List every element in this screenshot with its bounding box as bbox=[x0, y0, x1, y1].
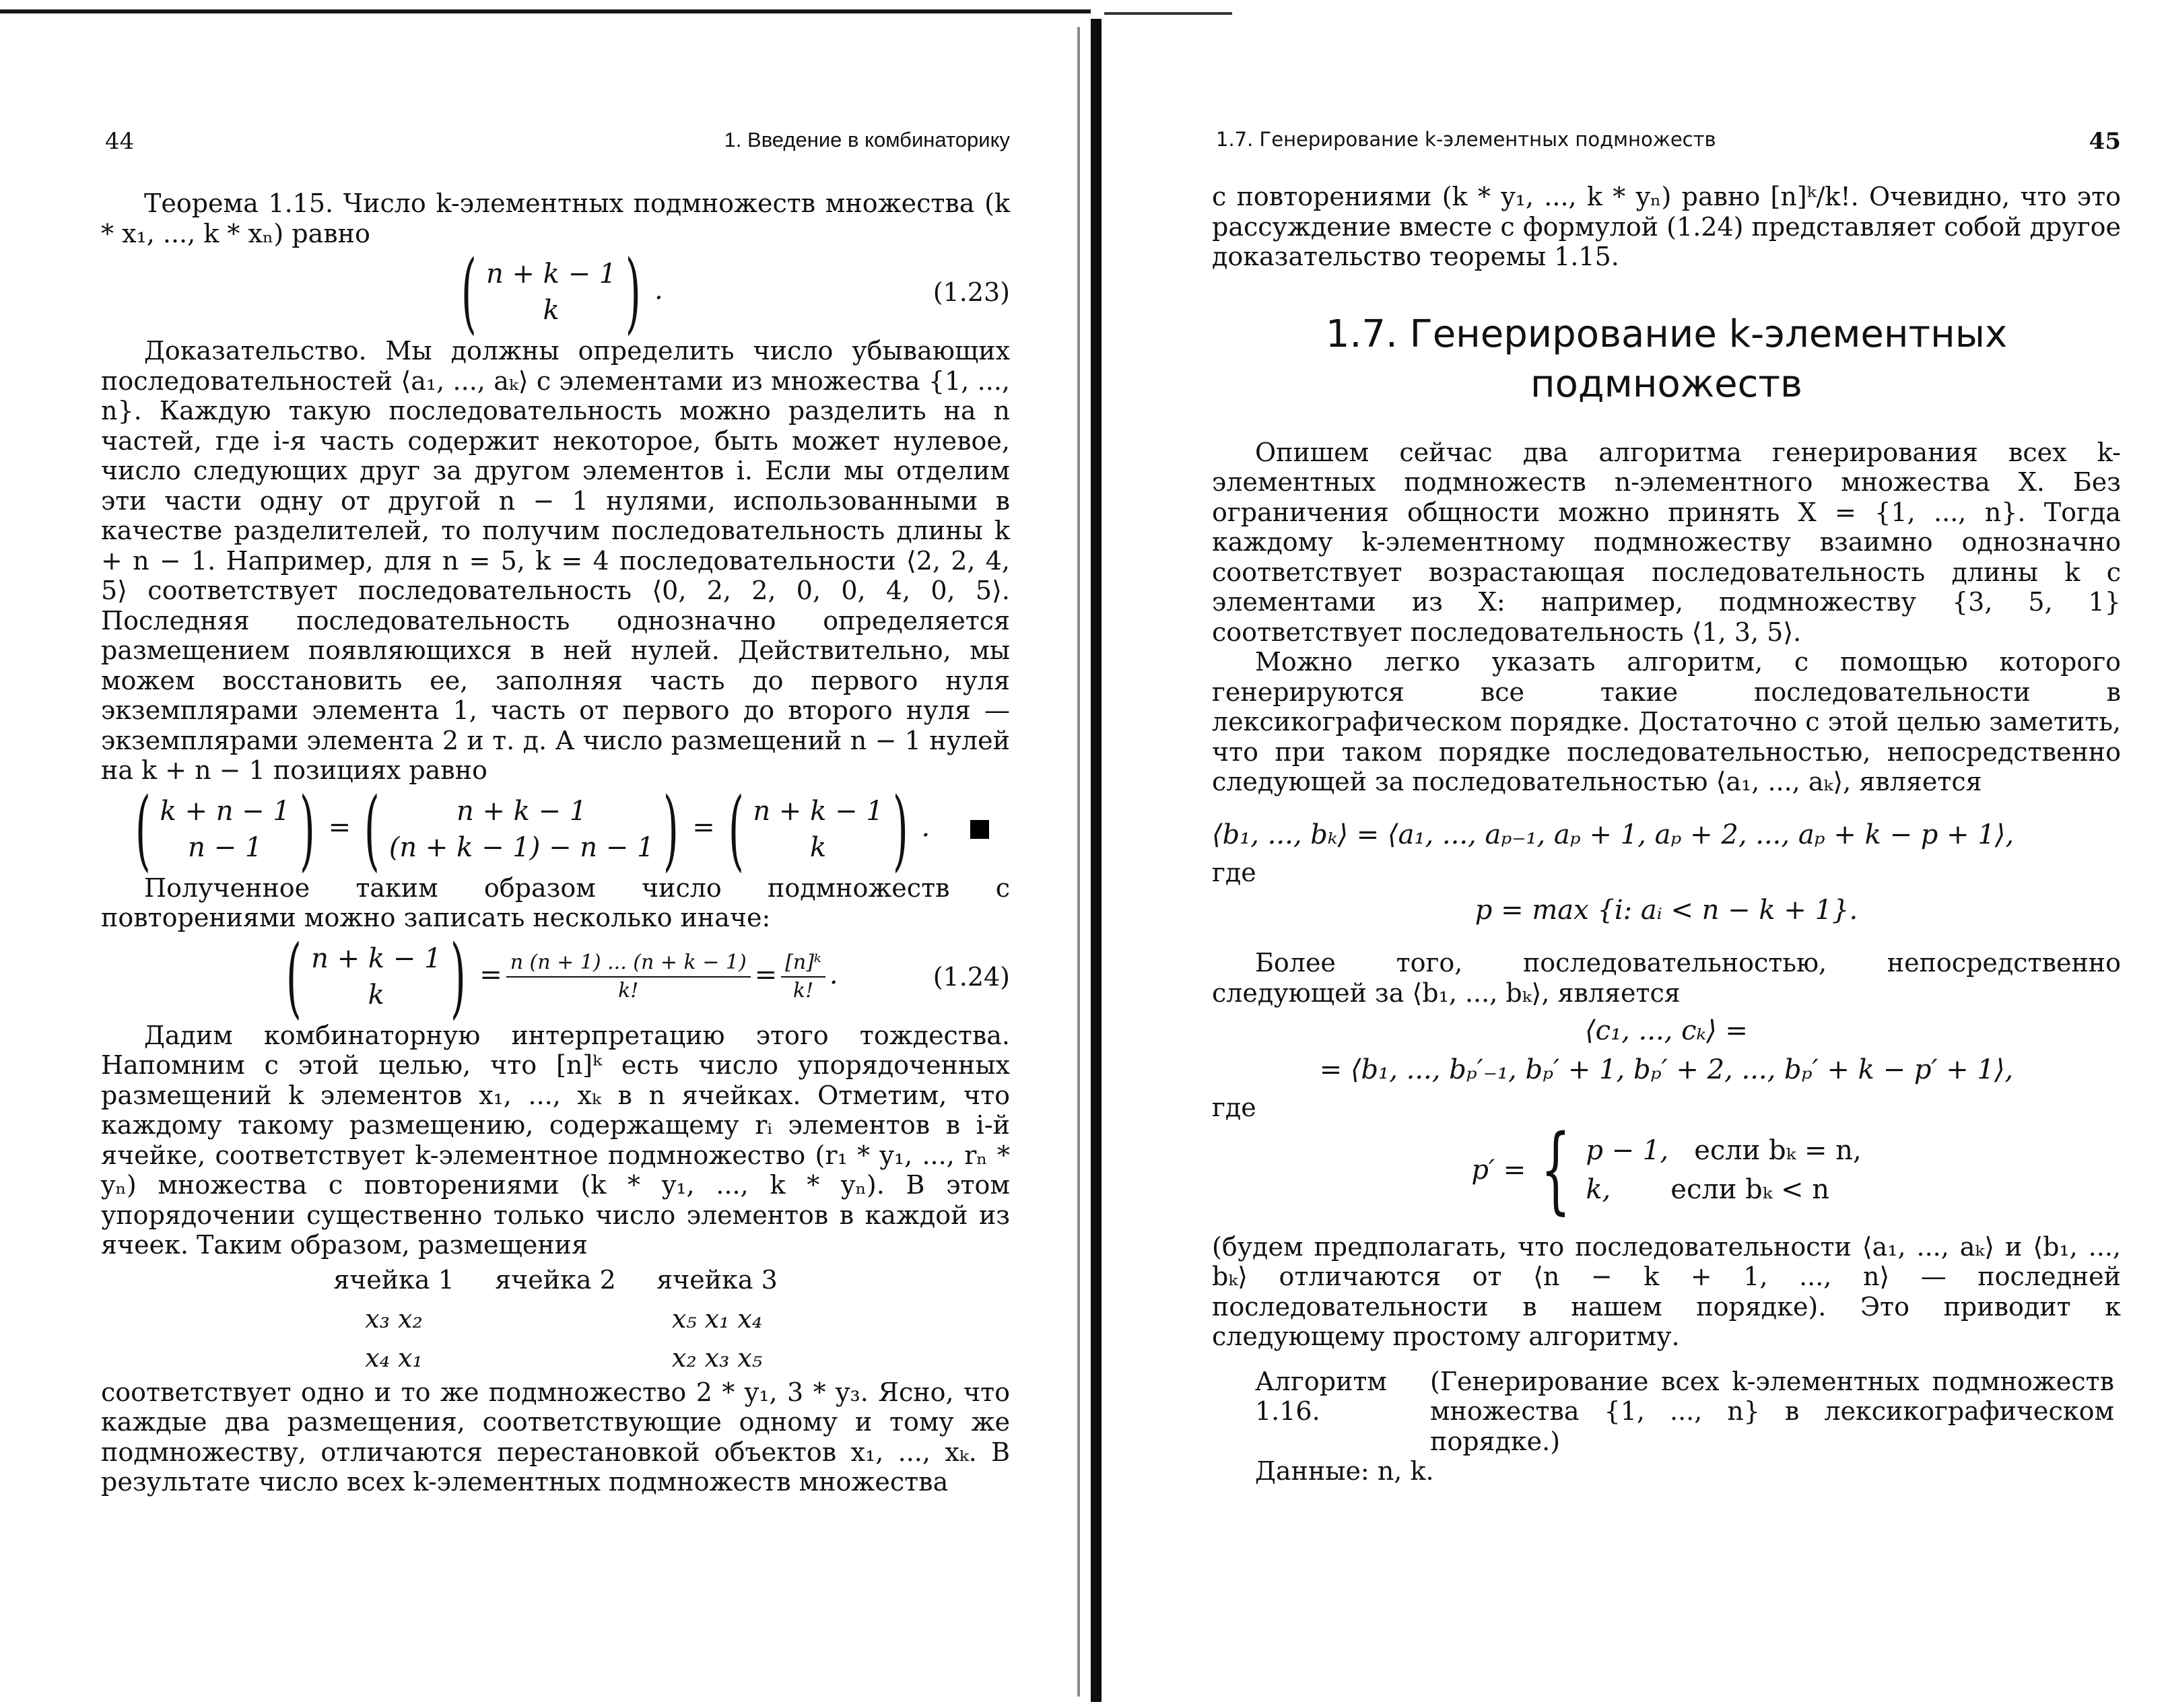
binom-bottom: n − 1 bbox=[188, 831, 263, 863]
paragraph: Дадим комбинаторную интерпретацию этого тождества. Напомним с этой целью, что [n]ᵏ есть число упорядоченных размещений k элементов x₁, ..., xₖ в n ячейках. Отметим, что каждому такому размещению, содержащему rᵢ элементов в i-й ячейке, соответствует k-элементное подмножество (r₁ * y₁, ..., rₙ * yₙ) множества с повторениями (k * y₁, ..., k * yₙ). В этом упорядочении существенно только число элементов в каждой из ячеек. Таким образом, размещения bbox=[101, 1020, 1010, 1260]
paragraph: с повторениями (k * y₁, ..., k * yₙ) равно [n]ᵏ/k!. Очевидно, что это рассуждение вместе с формулой (1.24) представляет собой другое доказательство теоремы 1.15. bbox=[1212, 182, 2121, 271]
proof-equation: ( k + n − 1 n − 1 ) = ( n + k − 1 (n + k − 1) − n − 1 ) = ( n + k − 1 k ) . bbox=[101, 792, 1010, 866]
section-title-line: 1.7. Генерирование k-элементных bbox=[1325, 312, 2008, 356]
left-page bbox=[101, 0, 1010, 1708]
cell-value: x₄ x₁ bbox=[365, 1342, 423, 1373]
numerator: n (n + 1) ... (n + k − 1) bbox=[506, 949, 751, 978]
section-title-line: подмножеств bbox=[1530, 362, 1803, 406]
proof-paragraph: Доказательство. Мы должны определить число убывающих последовательностей ⟨a₁, ..., aₖ⟩ с элементами из множества {1, ..., n}. Каждую такую последовательность можно разделить на n частей, где i-я часть содержит некоторое, быть может нулевое, число следующих друг за другом элементов i. Если мы отделим эти части одну от другой n − 1 нулями, использованными в качестве разделителей, то получим последовательность длины k + n − 1. Например, для n = 5, k = 4 последовательности ⟨2, 2, 4, 5⟩ соответствует последовательность ⟨0, 2, 2, 0, 0, 4, 0, 5⟩. Последняя последовательность однозначно определяется размещением появляющихся в ней нулей. Действительно, мы можем восстановить ее, заполняя часть до первого нуля экземплярами элемента 1, часть от первого до второго нуля — экземплярами элемента 2 и т. д. А число размещений n − 1 нулей на k + n − 1 позициях равно bbox=[101, 336, 1010, 785]
paragraph: соответствует одно и то же подмножество 2 * y₁, 3 * y₃. Ясно, что каждые два размещения, соответствующие одному и тому же подмножеству, отличаются перестановкой объектов x₁, ..., xₖ. В результате число всех k-элементных подмножеств множества bbox=[101, 1377, 1010, 1497]
binomial: ( n + k − 1 k ) bbox=[286, 925, 467, 1028]
theorem-statement: Теорема 1.15. Число k-элементных подмножеств множества (k * x₁, ..., k * xₙ) равно bbox=[101, 189, 1010, 248]
equation-1-23: ( n + k − 1 k ) . (1.23) bbox=[101, 255, 1010, 329]
right-page bbox=[1212, 0, 2121, 1708]
cell-value: x₃ x₂ bbox=[365, 1303, 423, 1334]
fraction bbox=[781, 949, 825, 1004]
cell-header: ячейка 1 bbox=[333, 1264, 454, 1295]
algorithm-description: (Генерирование всех k-элементных подмножеств множества {1, ..., n} в лексикографическом порядке.) bbox=[1430, 1366, 2114, 1456]
binom-top: n + k − 1 bbox=[485, 259, 617, 289]
case-condition: если bₖ < n bbox=[1670, 1173, 1830, 1205]
equation-tag: (1.23) bbox=[933, 277, 1010, 307]
binomial-1: ( k + n − 1 n − 1 ) bbox=[135, 778, 315, 881]
numerator: [n]ᵏ bbox=[781, 949, 825, 978]
case-value: k, bbox=[1586, 1173, 1611, 1205]
algorithm-heading bbox=[1212, 1367, 2121, 1457]
p-prime-cases bbox=[1212, 1114, 2121, 1225]
next-sequence-equation: ⟨b₁, ..., bₖ⟩ = ⟨a₁, ..., aₚ₋₁, aₚ + 1, aₚ + 2, ..., aₚ + k − p + 1⟩, bbox=[1212, 819, 2015, 850]
binomial-2: ( n + k − 1 (n + k − 1) − n − 1 ) bbox=[364, 778, 679, 881]
p-definition: p = max {i: aᵢ < n − k + 1}. bbox=[1475, 895, 1858, 926]
denominator: k! bbox=[792, 978, 814, 1002]
c-sequence-line-2: = ⟨b₁, ..., bₚ′₋₁, bₚ′ + 1, bₚ′ + 2, ..., bₚ′ + k − p′ + 1⟩, bbox=[1319, 1054, 2014, 1085]
algorithm-input: Данные: n, k. bbox=[1255, 1456, 1434, 1486]
left-header bbox=[101, 128, 1010, 162]
book-gutter bbox=[1091, 19, 1102, 1702]
cell-header: ячейка 2 bbox=[495, 1264, 616, 1295]
gutter-shadow bbox=[1077, 27, 1080, 1697]
algorithm-label: Алгоритм 1.16. bbox=[1255, 1366, 1387, 1426]
fraction bbox=[506, 949, 751, 1004]
binomial-3: ( n + k − 1 k ) bbox=[728, 778, 908, 881]
binom-top: k + n − 1 bbox=[160, 795, 290, 827]
left-body bbox=[101, 189, 1010, 1497]
paragraph: Можно легко указать алгоритм, с помощью которого генерируются все такие последовательности в лексикографическом порядке. Достаточно с этой целью заметить, что при таком порядке последовательностью, непосредственно следующей за последовательностью ⟨a₁, ..., aₖ⟩, является bbox=[1212, 647, 2121, 796]
binom-bottom: (n + k − 1) − n − 1 bbox=[388, 831, 654, 863]
c-sequence-line-1: ⟨c₁, ..., cₖ⟩ = bbox=[1585, 1015, 1748, 1046]
equation-tag: (1.24) bbox=[933, 961, 1010, 992]
denominator: k! bbox=[618, 978, 639, 1002]
cell-value: x₂ x₃ x₅ bbox=[671, 1342, 763, 1373]
cell-header: ячейка 3 bbox=[656, 1264, 778, 1295]
page-number: 44 bbox=[105, 128, 135, 155]
binom-top: n + k − 1 bbox=[753, 795, 883, 827]
where-label: где bbox=[1212, 857, 1256, 887]
piecewise: p′ = { p − 1, если bₖ = n, k, если bₖ < n bbox=[1471, 1114, 1862, 1225]
piecewise-lhs: p′ = bbox=[1471, 1154, 1526, 1186]
running-head: 1. Введение в комбинаторику bbox=[724, 128, 1010, 151]
binom-top: n + k − 1 bbox=[311, 943, 442, 974]
paragraph: Более того, последовательностью, непосредственно следующей за ⟨b₁, ..., bₖ⟩, является bbox=[1212, 948, 2121, 1008]
section-title bbox=[1212, 310, 2121, 409]
binom-bottom: k bbox=[809, 831, 827, 863]
binom-top: n + k − 1 bbox=[456, 795, 587, 827]
case-value: p − 1, bbox=[1586, 1134, 1669, 1166]
case-condition: если bₖ = n, bbox=[1694, 1134, 1862, 1166]
paragraph: (будем предполагать, что последовательности ⟨a₁, ..., aₖ⟩ и ⟨b₁, ..., bₖ⟩ отличаются от ⟨n − k + 1, ..., n⟩ — последней последовательности в нашем порядке). Это приводит к следующему простому алгоритму. bbox=[1212, 1231, 2121, 1351]
paragraph: Опишем сейчас два алгоритма генерирования всех k-элементных подмножеств n-элементного множества X. Без ограничения общности можно принять X = {1, ..., n}. Тогда каждому k-элементному подмножеству взаимно однозначно соответствует возрастающая последовательность длины k с элементами из X: например, подмножеству {3, 5, 1} соответствует последовательность ⟨1, 3, 5⟩. bbox=[1212, 437, 2121, 647]
right-header bbox=[1212, 128, 2121, 162]
binom-bottom: k bbox=[368, 979, 384, 1011]
cells-table bbox=[101, 1260, 1010, 1377]
page-number: 45 bbox=[2089, 128, 2121, 155]
running-head: 1.7. Генерирование k-элементных подмножеств bbox=[1216, 128, 1716, 151]
binomial: ( n + k − 1 k ) bbox=[461, 241, 642, 343]
cell-value: x₅ x₁ x₄ bbox=[671, 1303, 763, 1334]
qed-square bbox=[970, 820, 989, 839]
right-body bbox=[1212, 182, 2121, 1487]
binom-bottom: k bbox=[543, 295, 560, 326]
paragraph: Полученное таким образом число подмножеств с повторениями можно записать несколько иначе: bbox=[101, 873, 1010, 932]
equation-1-24: ( n + k − 1 k ) = $\frac{n (n + 1) ... (n + k - 1)}{k!}$ = $\frac{\text{[n]ᵏ}}{k!}$ . (1.24) bbox=[101, 940, 1010, 1014]
where-label: где bbox=[1212, 1093, 1256, 1122]
